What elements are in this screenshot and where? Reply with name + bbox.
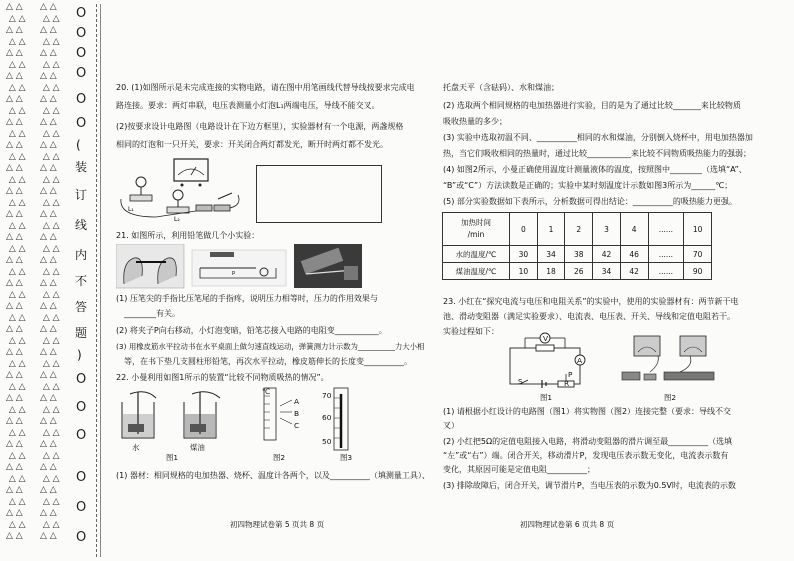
binding-paren: ) bbox=[77, 348, 82, 362]
q23-circuit-diagram bbox=[500, 330, 600, 392]
q23-part2-cont: “左”或“右”）端。闭合开关，移动滑片P，发现电压表示数无变化，电流表示数有 bbox=[443, 451, 729, 460]
table-col-header: ...... bbox=[648, 213, 684, 246]
q20-part2-cont: 相同的灯泡和一只开关，要求：开关闭合两灯都发光，断开时两灯都不发光。 bbox=[116, 140, 388, 149]
heating-data-table bbox=[442, 212, 712, 280]
fig-caption-apparatus: 图2 bbox=[664, 393, 677, 402]
binding-hole-icon: O bbox=[76, 66, 87, 81]
binding-char: 不 bbox=[75, 274, 88, 288]
table-col-header: 1 bbox=[537, 213, 565, 246]
binding-hole-icon: O bbox=[76, 372, 87, 387]
q21-part3: (3) 用橡皮筋水平拉动书在水平桌面上做匀速直线运动，弹簧测力计示数为__________力大小相 bbox=[116, 342, 425, 351]
svg-text:L₁: L₁ bbox=[128, 206, 134, 213]
binding-hole-icon: O bbox=[76, 470, 87, 485]
binding-hole-icon: O bbox=[76, 6, 87, 21]
table-cell: ...... bbox=[648, 246, 684, 263]
binding-hole-icon: O bbox=[76, 46, 87, 61]
table-col-header: 2 bbox=[565, 213, 593, 246]
table-col-header: 10 bbox=[684, 213, 712, 246]
table-cell: 34 bbox=[593, 263, 621, 280]
q23-stem-cont: 池、滑动变阻器（满足实验要求）、电流表、电压表、开关、导线和定值电阻若干。 bbox=[443, 312, 735, 321]
table-cell: 90 bbox=[684, 263, 712, 280]
q23-stem: 23. 小红在“探究电流与电压和电阻关系”的实验中，使用的实验器材有：两节新干电 bbox=[443, 297, 739, 306]
therm-label-a: A bbox=[294, 397, 300, 406]
table-cell: 34 bbox=[537, 246, 565, 263]
right-page-footer: 初四物理试卷第 6 页共 8 页 bbox=[520, 520, 615, 529]
table-cell: 38 bbox=[565, 246, 593, 263]
circuit-label-r: R bbox=[564, 379, 570, 388]
left-page-footer: 初四物理试卷第 5 页共 8 页 bbox=[230, 520, 325, 529]
table-cell: 10 bbox=[510, 263, 538, 280]
binding-hole-icon: O bbox=[76, 530, 87, 545]
table-cell: 18 bbox=[537, 263, 565, 280]
table-row-label: 煤油温度/℃ bbox=[443, 263, 510, 280]
q20-part2: (2)按要求设计电路图（电路设计在下边方框里），实验器材有一个电源，两盏规格 bbox=[116, 122, 404, 131]
fig-label-water: 水 bbox=[132, 443, 140, 452]
table-row bbox=[443, 246, 712, 263]
table-cell: 42 bbox=[620, 263, 648, 280]
q21-part1: (1) 压笔尖的手指比压笔尾的手指疼，说明压力相等时，压力的作用效果与 bbox=[116, 294, 378, 303]
q20-part1-cont: 路连接。要求：两灯串联，电压表测量小灯泡L₁两端电压，导线不能交叉。 bbox=[116, 101, 380, 110]
q22-part1: (1) 器材：相同规格的电加热器、烧杯、温度计各两个，以及__________（填测量工具）、 bbox=[116, 471, 430, 480]
q22-part3: (3) 实验中选取初温不同、__________相同的水和煤油，分别倒入烧杯中，用电加热器加 bbox=[443, 133, 753, 142]
scale-label-70: 70 bbox=[322, 391, 332, 400]
binding-hole-icon: O bbox=[76, 92, 87, 107]
q22-part3-cont: 热，当它们吸收相同的热量时，通过比较___________来比较不同物质吸热能力的强弱； bbox=[443, 149, 751, 158]
table-header-unit: /min bbox=[467, 230, 485, 239]
q22-part2: (2) 选取两个相同规格的电加热器进行实验，目的是为了通过比较_______来比较物质 bbox=[443, 101, 741, 110]
table-cell: ...... bbox=[648, 263, 684, 280]
binding-char: 答 bbox=[75, 300, 88, 314]
table-col-header: 3 bbox=[593, 213, 621, 246]
fig-caption-2: 图2 bbox=[273, 453, 286, 462]
table-row-label: 水的温度/℃ bbox=[443, 246, 510, 263]
binding-hole-icon: O bbox=[76, 400, 87, 415]
svg-text:p: p bbox=[232, 270, 236, 276]
fig-caption-circuit: 图1 bbox=[540, 393, 553, 402]
binding-line bbox=[96, 4, 97, 557]
binding-triangles-left: △ △ △ △ △ △ △ △ △ △ △ △ △ △ △ △ △ △ △ △ △ △ △ △ △ △ △ △ △ △ △ △ △ △ △ △ △ △ △ △ △ △ △ △ △ △ △ △ △ △ △ △ △ △ △ △ △ △ △ △ △ △ △ △ △ △ △ △ △ △ △ △ △ △ △ △ △ △ △ △ △ △ △ △ △ △ △ △ △ △ △ △ △ △ bbox=[6, 2, 26, 541]
svg-text:L₂: L₂ bbox=[174, 216, 180, 223]
table-cell: 70 bbox=[684, 246, 712, 263]
q23-part1-cont: 叉） bbox=[443, 421, 459, 430]
table-header-time: 加热时间 bbox=[461, 218, 491, 227]
scale-label-60: 60 bbox=[322, 413, 332, 422]
table-cell: 42 bbox=[593, 246, 621, 263]
binding-triangles-right: △ △ △ △ △ △ △ △ △ △ △ △ △ △ △ △ △ △ △ △ △ △ △ △ △ △ △ △ △ △ △ △ △ △ △ △ △ △ △ △ △ △ △ △ △ △ △ △ △ △ △ △ △ △ △ △ △ △ △ △ △ △ △ △ △ △ △ △ △ △ △ △ △ △ △ △ △ △ △ △ △ △ △ △ △ △ △ △ △ △ △ △ △ △ bbox=[40, 2, 60, 541]
table-cell: 46 bbox=[620, 246, 648, 263]
circuit-label-a: A bbox=[577, 356, 583, 365]
q22-stem: 22. 小曼利用如图1所示的装置“比较不同物质吸热的情况”。 bbox=[116, 373, 329, 382]
q22-part5: (5) 部分实验数据如下表所示，分析数据可得出结论：__________的吸热能力更强。 bbox=[443, 197, 737, 206]
q21-pencil-figures bbox=[116, 244, 366, 290]
fig-caption-1: 图1 bbox=[166, 453, 179, 462]
q20-circuit-answer-box bbox=[256, 165, 382, 223]
q22-part4: (4) 如图2所示，小曼正确使用温度计测量液体的温度，按照图中________（选填“A”、 bbox=[443, 165, 747, 174]
q23-part3: (3) 排除故障后，闭合开关，调节滑片P，当电压表的示数为0.5V时，电流表的示数 bbox=[443, 481, 736, 490]
q23-stem-cont2: 实验过程如下： bbox=[443, 327, 499, 336]
q23-part1: (1) 请根据小红设计的电路图（图1）将实物图（图2）连接完整（要求：导线不交 bbox=[443, 407, 732, 416]
therm-label-b: B bbox=[294, 409, 300, 418]
table-cell: 26 bbox=[565, 263, 593, 280]
therm-label-c: C bbox=[294, 421, 300, 430]
table-row bbox=[443, 213, 712, 246]
binding-paren: ( bbox=[76, 138, 81, 152]
binding-char: 线 bbox=[75, 218, 88, 232]
binding-hole-icon: O bbox=[76, 428, 87, 443]
circuit-label-p: P bbox=[568, 370, 573, 379]
circuit-label-s: S bbox=[518, 377, 523, 386]
q22-materials-cont: 托盘天平（含砝码）、水和煤油； bbox=[443, 83, 559, 92]
binding-line bbox=[100, 4, 101, 557]
q21-part1-cont: ________有关。 bbox=[124, 309, 180, 318]
table-header-cell bbox=[443, 213, 510, 246]
binding-char: 内 bbox=[75, 248, 88, 262]
table-row bbox=[443, 263, 712, 280]
table-cell: 30 bbox=[510, 246, 538, 263]
binding-char: 订 bbox=[75, 188, 88, 202]
binding-hole-icon: O bbox=[76, 116, 87, 131]
q21-part2: (2) 将夹子P向右移动，小灯泡变暗，铅笔芯接入电路的电阻变___________。 bbox=[116, 326, 387, 335]
fig-caption-3: 图3 bbox=[340, 453, 353, 462]
q22-part2-cont: 吸收热量的多少； bbox=[443, 117, 507, 126]
q20-part1: 20. (1)如图所示是未完成连接的实物电路，请在图中用笔画线代替导线按要求完成电 bbox=[116, 83, 415, 92]
binding-char: 题 bbox=[75, 326, 88, 340]
circuit-label-v: V bbox=[543, 334, 549, 343]
binding-char: 装 bbox=[75, 160, 88, 174]
q21-part3-cont: 等，在书下垫几支圆柱形铅笔，再次水平拉动，橡皮筋伸长的长度变__________。 bbox=[124, 357, 412, 366]
binding-hole-icon: O bbox=[76, 500, 87, 515]
table-col-header: 0 bbox=[510, 213, 538, 246]
q20-circuit-figure bbox=[116, 155, 246, 225]
q23-apparatus-figure bbox=[620, 330, 724, 392]
binding-hole-icon: O bbox=[76, 26, 87, 41]
q22-part4-cont: “B”或“C”）方法读数是正确的；实验中某时刻温度计示数如图3所示为______℃； bbox=[443, 181, 733, 190]
therm-unit: ℃ bbox=[262, 387, 271, 396]
q23-part2: (2) 小红把5Ω的定值电阻接入电路，将滑动变阻器的滑片调至最__________（选填 bbox=[443, 437, 733, 446]
scale-label-50: 50 bbox=[322, 437, 332, 446]
table-col-header: 4 bbox=[620, 213, 648, 246]
q23-part2-cont2: 变化，其原因可能是定值电阻__________； bbox=[443, 465, 595, 474]
q21-stem: 21. 如图所示，利用铅笔做几个小实验： bbox=[116, 231, 260, 240]
fig-label-oil: 煤油 bbox=[190, 443, 205, 452]
